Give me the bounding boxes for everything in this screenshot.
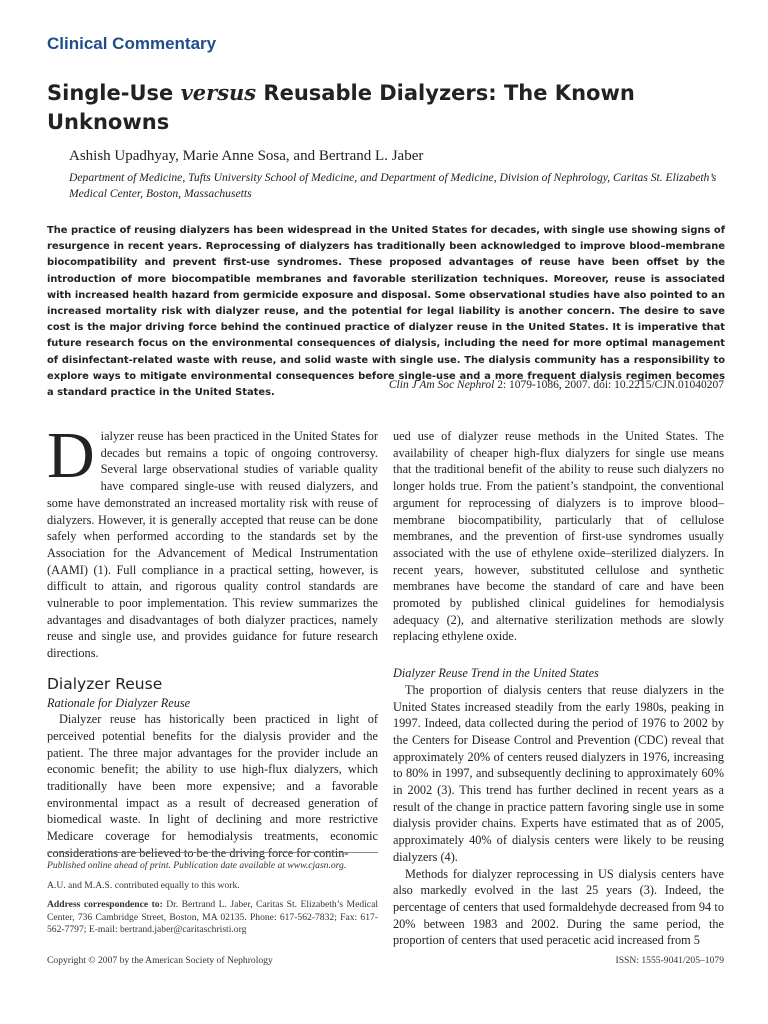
title-part-1: Single-Use [47,81,181,105]
footnotes [47,860,378,944]
correspondence-text: Dr. Bertrand L. Jaber, Caritas St. Elizabeth’s Medical Center, 736 Cambridge Street, Boston, MA 02135. Phone: 617-562-7832; Fax: 617-562-7797; E-mail: bertrand.jaber@caritaschristi.org [47,899,378,936]
citation [389,379,724,391]
left-column [47,419,378,862]
correspondence-label: Address correspondence to: [47,899,163,911]
trend-paragraph: The proportion of dialysis centers that reuse dialyzers in the United States increased steadily from the early 1980s, peaking in 1997. Indeed, data collected during the period of 1976 to 2002 by the Centers for Disease Control and Prevention (CDC) reveal that approximately 20% of centers reused dialyzers in 1976, increasing to 80% in 1997, and subsequently declining to approximately 60% in 2002 (3). This trend has further declined in recent years as a result of the change in practice pattern favoring single use in some dialysis provider chains. Experts have estimated that as of 2005, approximately 40% of dialysis centers were likely to be reusing dialyzers (4). [393,682,724,864]
issn-line: ISSN: 1555-9041/205–1079 [615,955,724,966]
citation-details: 2: 1079-1086, 2007. doi: 10.2215/CJN.01040207 [494,379,724,391]
footnote-equal-contribution: A.U. and M.A.S. contributed equally to this work. [47,879,240,891]
section-label: Clinical Commentary [47,34,217,53]
right-column [393,428,724,949]
rationale-paragraph: Dialyzer reuse has historically been practiced in light of perceived potential benefits for the dialysis provider and the patient. The three major advantages for the provider include an economic benefit; the ability to use high-flux dialyzers, which traditionally have been more expensive; and a favorable environmental impact as a result of decreased generation of biomedical waste. In light of declining and more restrictive Medicare coverage for hemodialysis treatments, economic considerations are believed to be the driving force for contin- [47,712,378,860]
section-heading-dialyzer-reuse: Dialyzer Reuse [47,674,163,693]
affiliation: Department of Medicine, Tufts University School of Medicine, and Department of Medicine, Division of Nephrology, Caritas St. Elizabeth’s Medical Center, Boston, Massachusetts [69,171,717,200]
intro-paragraph [47,419,378,662]
copyright-line: Copyright © 2007 by the American Society of Nephrology [47,955,273,966]
footnote-correspondence [47,899,378,937]
title-part-2: Reusable Dialyzers: The Known Unknowns [47,81,635,134]
footnote-divider [47,852,378,853]
abstract: The practice of reusing dialyzers has been widespread in the United States for decades, with single use showing signs of resurgence in recent years. Reprocessing of dialyzers has traditionally been acknowledged to improve blood–membrane biocompatibility and prevent first-use syndromes. These proposed advantages of reuse have been offset by the introduction of more biocompatible membranes and favorable sterilization techniques. Moreover, reuse is associated with increased health hazard from germicide exposure and disposal. Some observational studies have also pointed to an increased mortality risk with dialyzer reuse, and the potential for legal liability is another concern. The desire to save cost is the major driving force behind the continued practice of dialyzer reuse in the United States. It is imperative that future research focus on the environmental consequences of dialysis, including the need for more optimal management of disinfectant-related waste with reuse, and solid waste with single use. The dialysis community has a responsibility to explore ways to mitigate environmental consequences before single-use and a more frequent dialysis regimen becomes a standard practice in the United States. [47,225,725,399]
subheading-rationale: Rationale for Dialyzer Reuse [47,695,191,710]
intro-text: ialyzer reuse has been practiced in the United States for decades but remains a topic of ongoing controversy. Several large observational studies of variable quality have compared single-use with reused dialyzers, and some have demonstrated an increased mortality risk with reuse of dialyzers. However, it is generally accepted that reuse can be done safely when performed according to the standards set by the Association for the Advancement of Medical Instrumentation (AAMI) (1). Full compliance in a practical setting, however, is difficult to attain, and rigorous quality control standards are vulnerable to poor implementation. This review summarizes the advantages and disadvantages of both dialyzer practices, namely reuse and single use, and provides guidance for future research directions. [47,429,378,661]
author-list: Ashish Upadhyay, Marie Anne Sosa, and Bertrand L. Jaber [69,148,424,164]
citation-journal: Clin J Am Soc Nephrol [388,379,495,391]
continuation-paragraph: ued use of dialyzer reuse methods in the United States. The availability of cheaper high-flux dialyzers for single use means that the traditional benefit of the ability to reuse such dialyzers no longer holds true. From the patient’s standpoint, the conventional argument for reprocessing of dialyzers is to improve blood–membrane biocompatibility, particularly that of cellulose membranes, and the prevention of first-use syndromes usually associated with the use of ethylene oxide–sterilized dialyzers. In recent years, however, substituted cellulose and synthetic membranes have become the standard of care and have been promoted by published clinical guidelines for hemodialysis adequacy (2), and alternative sterilization methods are slowly replacing ethylene oxide. [393,429,724,644]
title-italic: versus [180,80,257,105]
methods-paragraph: Methods for dialyzer reprocessing in US dialysis centers have also markedly evolved in the last 25 years (3). Indeed, the percentage of centers that used formaldehyde decreased from 94 to 20% between 1983 and 2002. During the same period, the proportion of centers that used peracetic acid increased from 5 [393,866,724,948]
drop-cap: D [47,419,95,492]
subheading-reuse-trend: Dialyzer Reuse Trend in the United States [393,666,599,681]
footnote-published: Published online ahead of print. Publication date available at www.cjasn.org. [47,860,347,871]
article-title [47,78,727,137]
